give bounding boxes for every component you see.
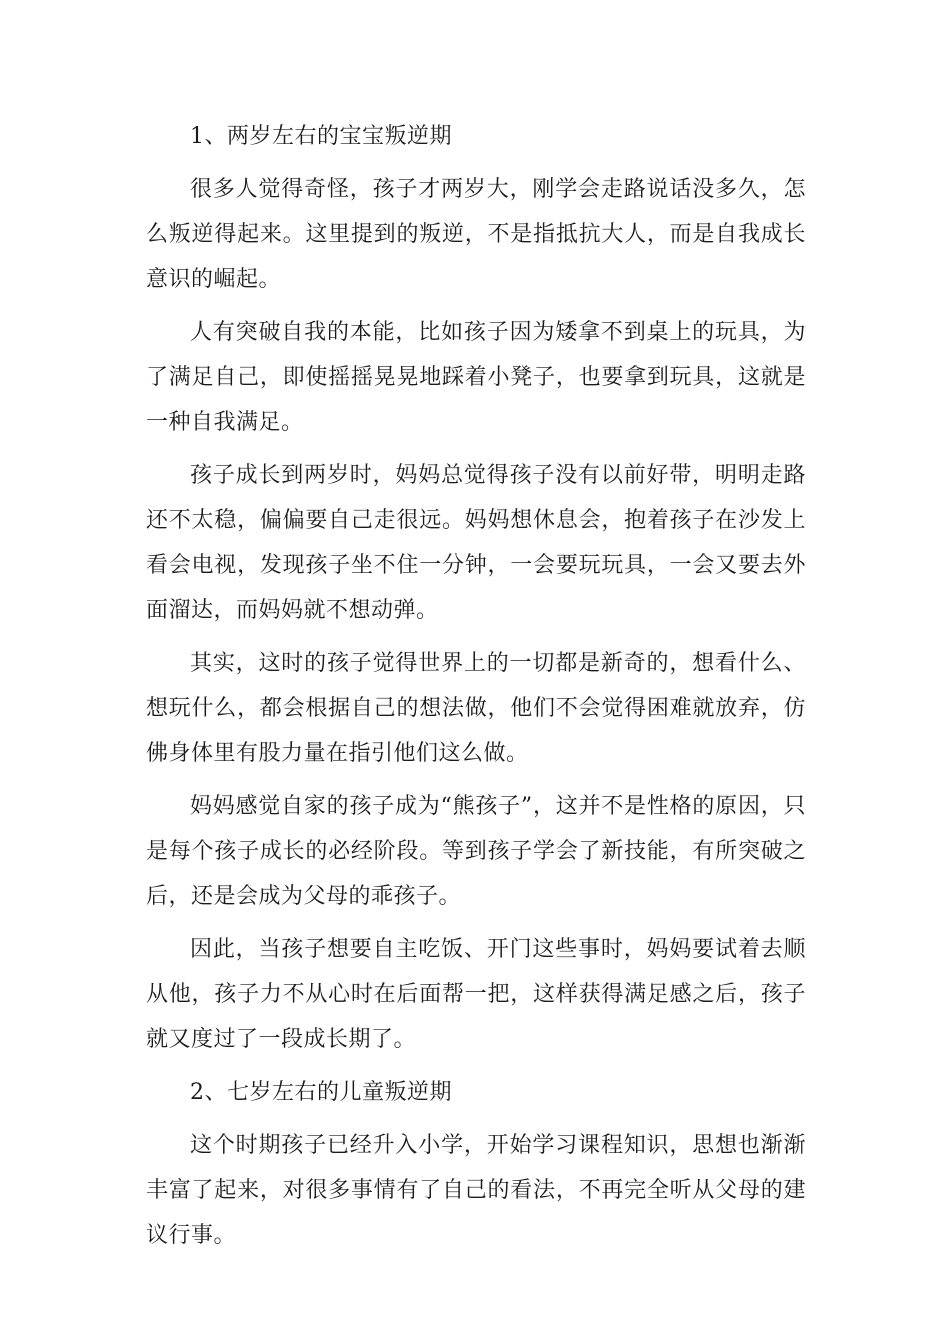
document-body [146, 114, 806, 1266]
paragraph-6: 因此，当孩子想要自主吃饭、开门这些事时，妈妈要试着去顺从他，孩子力不从心时在后面帮一把，这样获得满足感之后，孩子就又度过了一段成长期了。 [146, 937, 806, 1052]
section-heading-1: 1、两岁左右的宝宝叛逆期 [190, 124, 452, 149]
section-heading-2: 2、七岁左右的儿童叛逆期 [190, 1080, 452, 1105]
paragraph-2: 人有突破自我的本能，比如孩子因为矮拿不到桌上的玩具，为了满足自己，即使摇摇晃晃地踩着小凳子，也要拿到玩具，这就是一种自我满足。 [146, 320, 806, 435]
paragraph-1: 很多人觉得奇怪，孩子才两岁大，刚学会走路说话没多久，怎么叛逆得起来。这里提到的叛逆，不是指抵抗大人，而是自我成长意识的崛起。 [146, 177, 806, 292]
paragraph-5: 妈妈感觉自家的孩子成为“熊孩子”，这并不是性格的原因，只是每个孩子成长的必经阶段。等到孩子学会了新技能，有所突破之后，还是会成为父母的乖孩子。 [146, 794, 806, 909]
paragraph-7: 这个时期孩子已经升入小学，开始学习课程知识，思想也渐渐丰富了起来，对很多事情有了自己的看法，不再完全听从父母的建议行事。 [146, 1133, 806, 1248]
paragraph-3: 孩子成长到两岁时，妈妈总觉得孩子没有以前好带，明明走路还不太稳，偏偏要自己走很远。妈妈想休息会，抱着孩子在沙发上看会电视，发现孩子坐不住一分钟，一会要玩玩具，一会又要去外面溜达，而妈妈就不想动弹。 [146, 463, 806, 623]
paragraph-4: 其实，这时的孩子觉得世界上的一切都是新奇的，想看什么、想玩什么，都会根据自己的想法做，他们不会觉得困难就放弃，仿佛身体里有股力量在指引他们这么做。 [146, 651, 806, 766]
